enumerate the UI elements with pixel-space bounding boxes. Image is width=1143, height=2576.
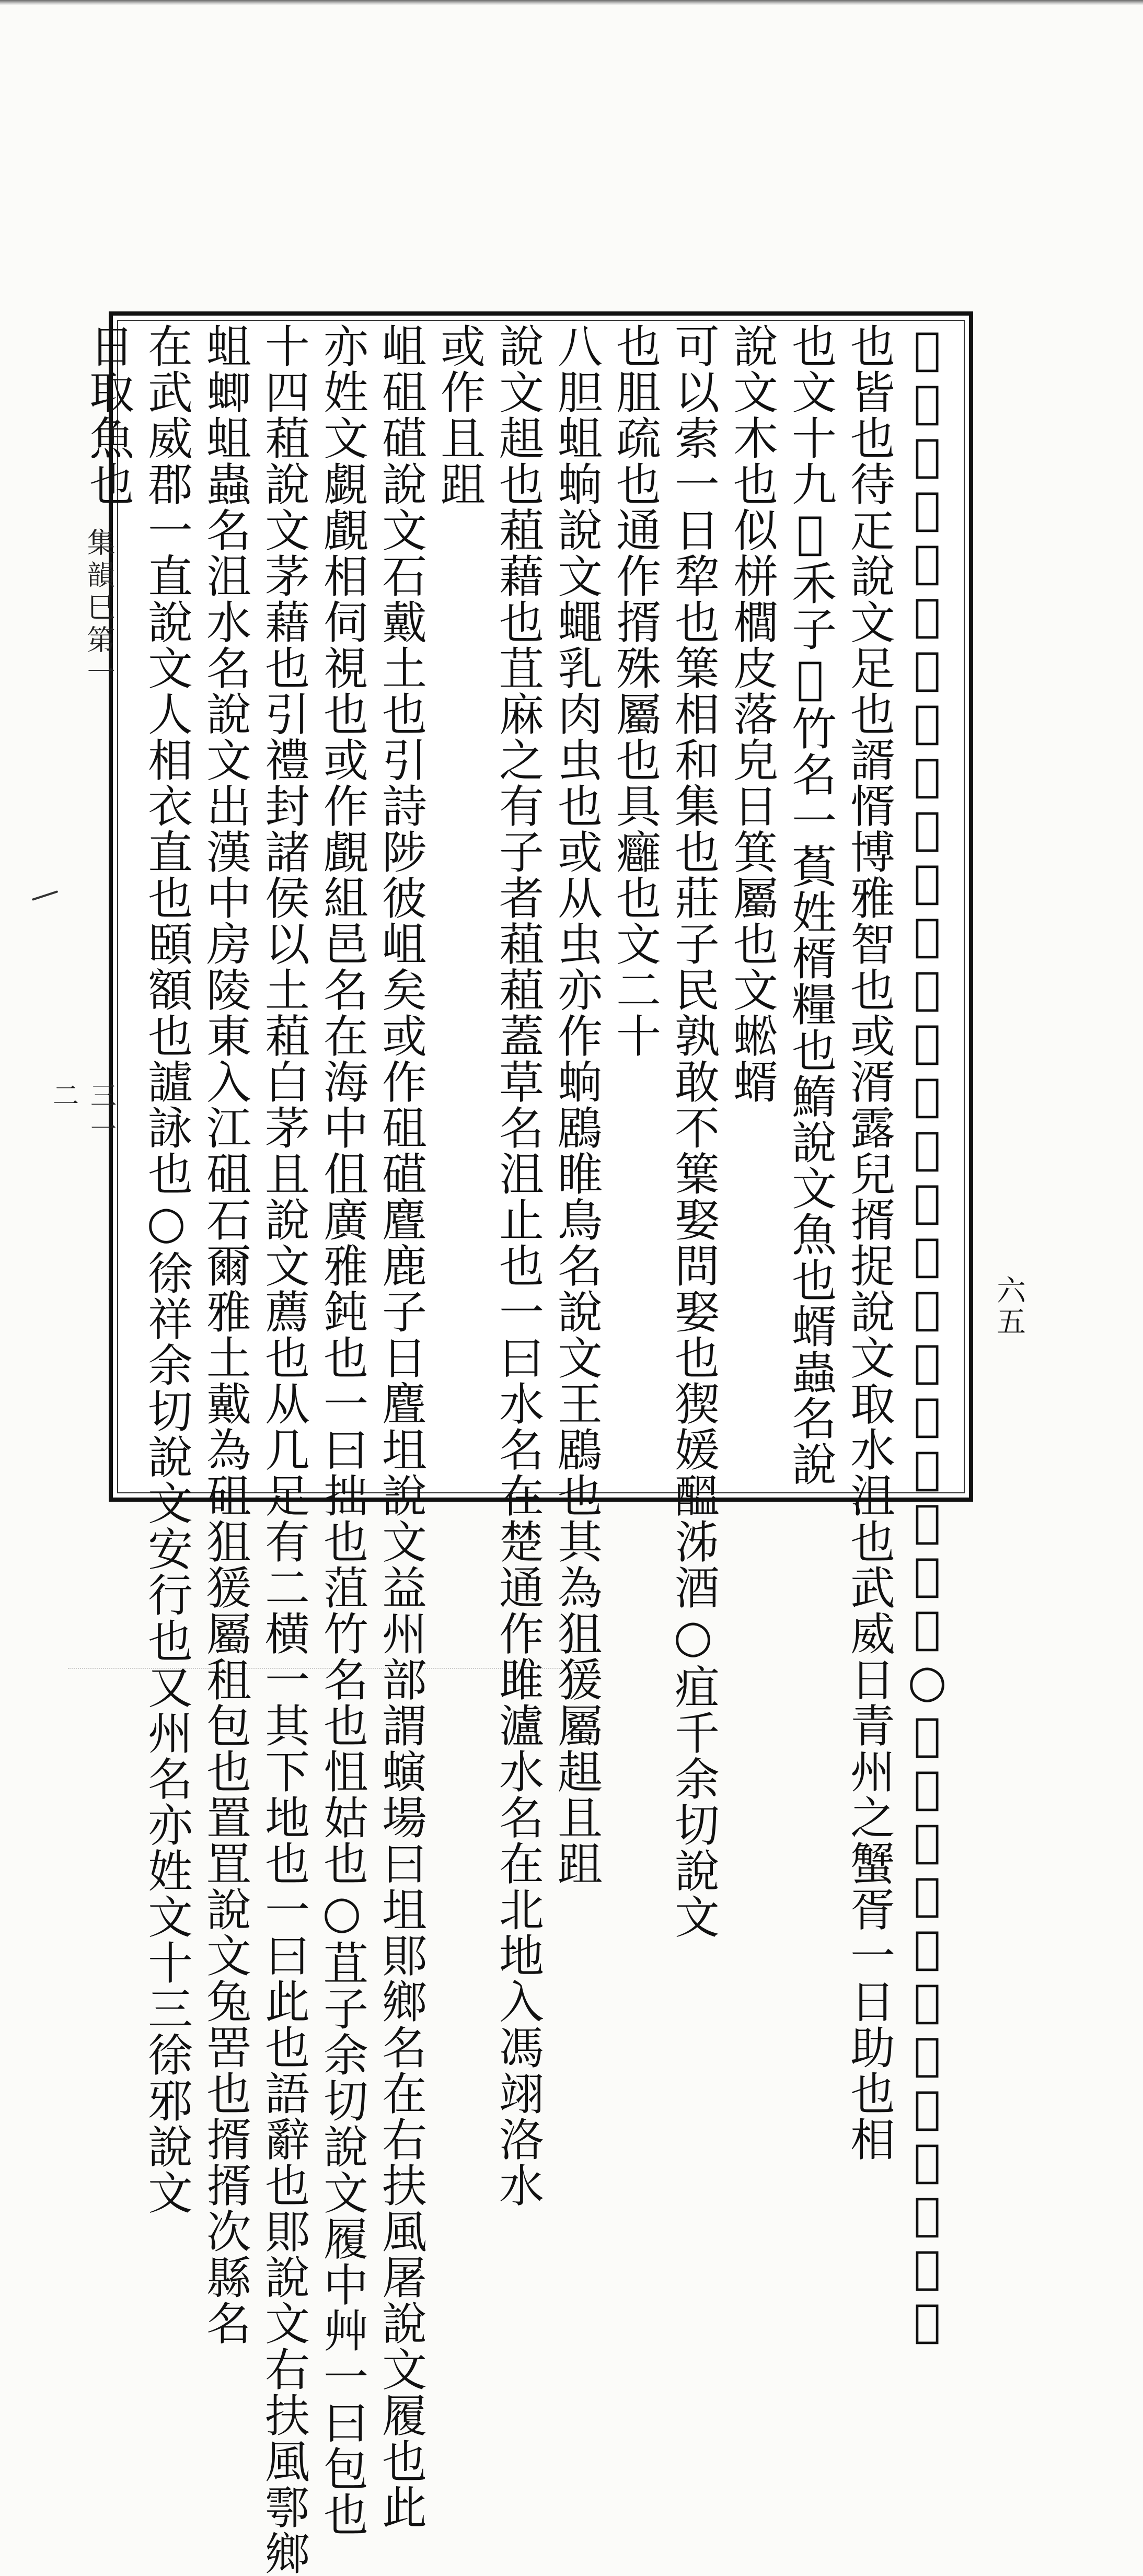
text-column: 或作且跙 xyxy=(433,323,485,507)
text-column: 岨砠䃊說文石戴土也引詩陟彼岨矣或作砠䃊麆鹿子日麆坥說文益州部謂螾場曰坥郥鄉名在右扶風屠說文履也此 xyxy=(374,323,426,2530)
text-column: 說文趄也蒩藉也苴麻之有子者蒩蒩蓋草名沮止也一曰水名在楚通作雎瀘水名在北地入馮翊洛水 xyxy=(491,323,544,2208)
stray-ink-mark xyxy=(32,890,59,901)
gutter-title: 集韻巳第一 xyxy=(83,528,116,690)
text-column: 蛆蝍蛆蟲名沮水名說文出漢中房陵東入江砠石爾雅土戴為砠狙猨屬租包也置罝說文兔罟也揟揟次縣名 xyxy=(199,323,251,2346)
text-column: 也文十九𥠦禾子𥳇竹名一萯姓楈糧也鰖說文魚也蝑蟲名說 xyxy=(784,323,836,1487)
scan-top-edge xyxy=(0,0,1143,5)
text-column: 說文木也似栟櫚皮落皃日箕屬也文蜙蝑 xyxy=(725,323,778,1105)
text-column: 也䏣疏也通作揟殊屬也具癰也文二十 xyxy=(608,323,661,1059)
folio-number: 六五 xyxy=(992,1275,1026,1338)
text-column: 八胆蛆䖮說文蠅乳肉虫也或从虫亦作䖮鶋睢鳥名說文王鶋也其為狙猨屬趄且跙 xyxy=(550,323,602,1886)
text-column: 日取魚也 xyxy=(82,323,134,507)
text-column: 在武威郡一直說文人相衣直也頣額也謯詠也○徐祥余切說文安行也又州名亦姓文十三徐邪說文 xyxy=(140,323,192,2215)
text-column: 十四蒩說文茅藉也引禮封諸侯以土蒩白茅且說文薦也从几足有二横一其下地也一曰此也語辭也郥說文右扶風鄠鄉 xyxy=(257,323,309,2576)
text-column: 𧆛麥小者𧆛葅闕人名北齊有宋葅婕嫭女字或省𤢦犬狙惡也○胥新於切說文蟹醢也鄭康成 xyxy=(901,323,953,2348)
text-column: 可以索一日犂也䈎相和集也莊子民孰敢不䈎娶問娶也猰媛醞泲酒○疽千余切說文 xyxy=(667,323,719,1940)
gutter-page-number: 三一二 xyxy=(49,1082,117,1148)
text-column: 亦姓文覷覰相伺視也或作覰組邑名在海中伹廣雅鈍也一曰拙也菹竹名也怚姑也○苴子余切說文履中艸一曰包也 xyxy=(316,323,368,2537)
text-column: 也皆也待𤴓說文足也諝㥠博雅智也或湑露兒揟捉說文取水沮也武威日青州之蟹胥一日助也相 xyxy=(842,323,895,2162)
